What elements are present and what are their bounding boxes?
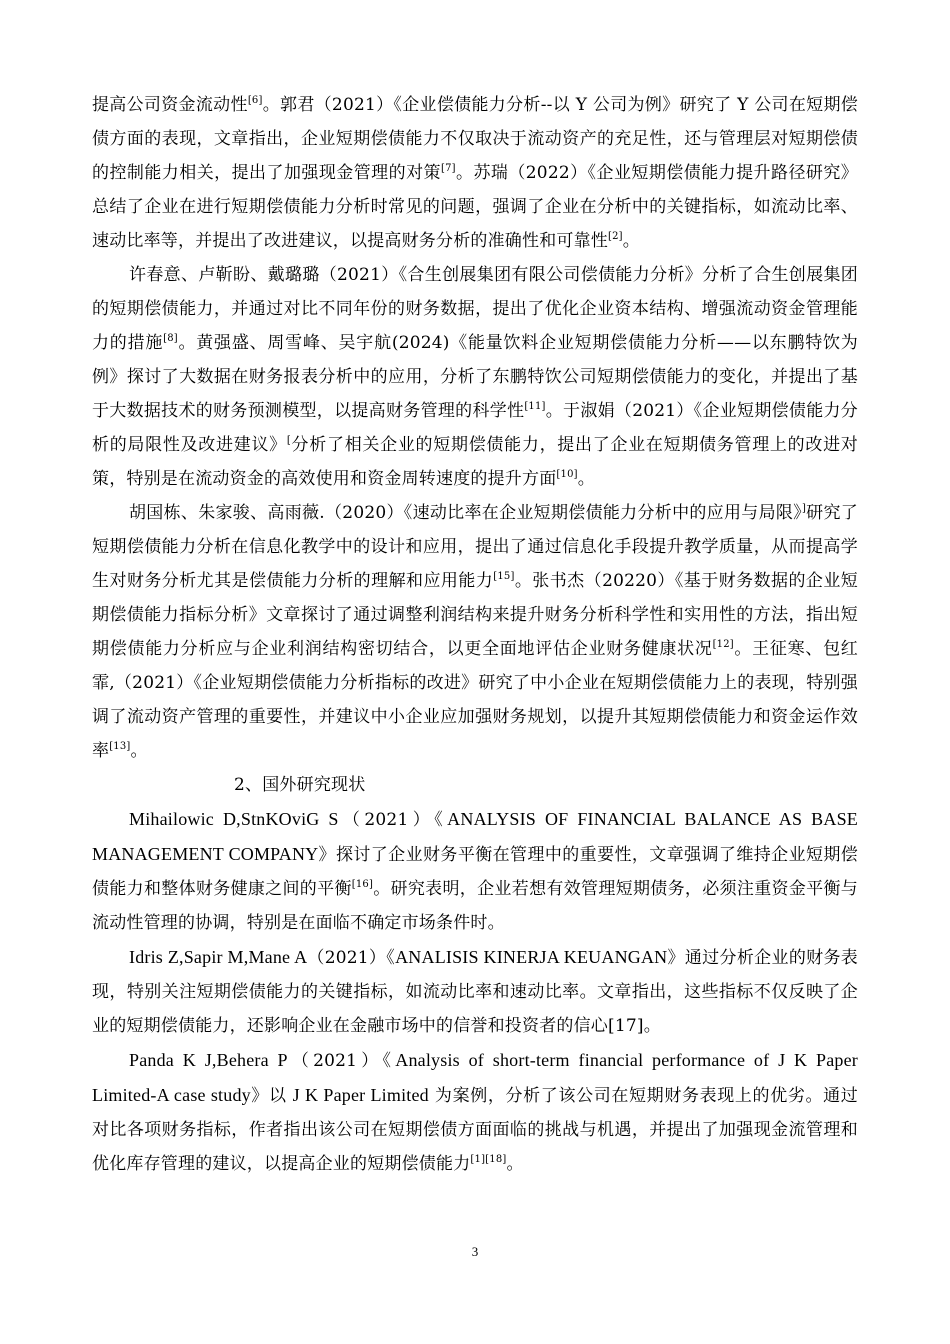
paragraph [92,1043,858,1181]
text-run: 》通过分析企业的财务表现，特别关注短期偿债能力的关键指标，如流动比率和速动比率。文章指出，这些指标不仅反映了企业的短期偿债能力，还影响企业在金融市场中的信誉和投资者的信心[17]。 [92,948,859,1036]
text-run: （2021）《 [338,810,448,830]
text-run: J K Paper Limited [292,1085,429,1105]
section-heading [92,768,858,802]
text-run: （2021）《 [307,948,396,968]
paragraph [92,258,858,496]
text-run: Analysis of short-term financial performance of J K Paper Limited-A case study [92,1050,859,1105]
citation-ref: [1][18] [470,1154,507,1165]
text-run: 。苏瑞（2022）《企业短期偿债能力提升路径研究》总结了企业在进行短期偿债能力分析时常见的问题，强调了企业在分析中的关键指标，如流动比率、速动比率等，并提出了改进建议，以提高财务分析的准确性和可靠性 [92,163,858,251]
citation-ref: ] [801,503,807,514]
text-run: 。 [577,469,595,489]
text-run: 2、国外研究现状 [234,775,366,795]
text-run: 胡国栋、朱家骏、高雨薇.（2020）《速动比率在企业短期偿债能力分析中的应用与局限》 [129,503,802,523]
text-run: 为案例，分析了该公司在短期财务表现上的优劣。通过对比各项财务指标，作者指出该公司在短期偿债方面面临的挑战与机遇，并提出了加强现金流管理和优化库存管理的建议，以提高企业的短期偿债能力 [92,1086,858,1174]
citation-ref: [ [286,435,292,446]
citation-ref: [8] [163,333,178,344]
text-run: 。黄强盛、周雪峰、吴宇航(2024)《能量饮料企业短期偿债能力分析——以东鹏特饮为例》探讨了大数据在财务报表分析中的应用，分析了东鹏特饮公司短期偿债能力的变化，并提出了基于大数据技术的财务预测模型，以提高财务管理的科学性 [92,333,858,421]
text-run: 。 [130,741,148,761]
citation-ref: [15] [493,571,515,582]
paragraph [92,940,858,1043]
text-run: 。于淑娟（2021）《企业短期偿债能力分析的局限性及改进建议》 [92,401,859,455]
citation-ref: [6] [247,95,263,106]
text-run: 。研究表明，企业若想有效管理短期债务，必须注重资金平衡与流动性管理的协调，特别是在面临不确定市场条件时。 [92,879,858,933]
citation-ref: [2] [608,231,623,242]
text-run: 。王征寒、包红霏,（2021）《企业短期偿债能力分析指标的改进》研究了中小企业在短期偿债能力上的表现，特别强调了流动资产管理的重要性，并建议中小企业应加强财务规划，以提升其短期偿债能力和资金运作效率 [92,639,859,761]
page-number: 3 [471,1244,479,1259]
citation-ref: [10] [556,469,578,480]
text-run: 。 [622,231,640,251]
citation-ref: [16] [351,879,374,890]
paragraph [92,802,858,940]
citation-ref: [7] [440,163,456,174]
text-run: Idris Z,Sapir M,Mane A [129,947,308,967]
citation-ref: [13] [109,741,131,752]
text-run: 研究了短期偿债能力分析在信息化教学中的设计和应用，提出了通过信息化手段提升教学质量，从而提高学生对财务分析尤其是偿债能力分析的理解和应用能力 [92,503,858,591]
text-run: Panda K J,Behera P [129,1050,288,1070]
text-run: 。郭君（2021）《企业偿债能力分析--以 Y 公司为例》研究了 Y 公司在短期偿债方面的表现，文章指出，企业短期偿债能力不仅取决于流动资产的充足性，还与管理层对短期偿债的控制能力相关，提出了加强现金管理的对策 [92,95,858,183]
text-run: 提高公司资金流动性 [92,95,248,115]
text-run: 。 [506,1154,524,1174]
text-run: 许春意、卢靳盼、戴璐璐（2021）《合生创展集团有限公司偿债能力分析》分析了合生创展集团的短期偿债能力，并通过对比不同年份的财务数据，提出了优化企业资本结构、增强流动资金管理能力的措施 [92,265,858,353]
text-run: 》探讨了企业财务平衡在管理中的重要性，文章强调了维持企业短期偿债能力和整体财务健康之间的平衡 [92,845,858,899]
text-run: ANALYSIS OF FINANCIAL BALANCE AS BASE MANAGEMENT COMPANY [92,809,858,864]
text-run: Mihailowic D,StnKOviG S [129,809,339,829]
paragraph [92,496,858,768]
citation-ref: [12] [712,639,734,650]
text-run: 》以 [250,1086,293,1106]
paragraph [92,88,858,258]
body-text [92,88,858,1181]
citation-ref: [11] [524,401,546,412]
text-run: （2021）《 [287,1051,396,1071]
text-run: ANALISIS KINERJA KEUANGAN [395,947,668,967]
text-run: 分析了相关企业的短期偿债能力，提出了企业在短期债务管理上的改进对策，特别是在流动资金的高效使用和资金周转速度的提升方面 [92,435,858,489]
text-run: 。张书杰（20220）《基于财务数据的企业短期偿债能力指标分析》文章探讨了通过调整利润结构来提升财务分析科学性和实用性的方法，指出短期偿债能力分析应与企业利润结构密切结合，以更全面地评估企业财务健康状况 [92,571,858,659]
